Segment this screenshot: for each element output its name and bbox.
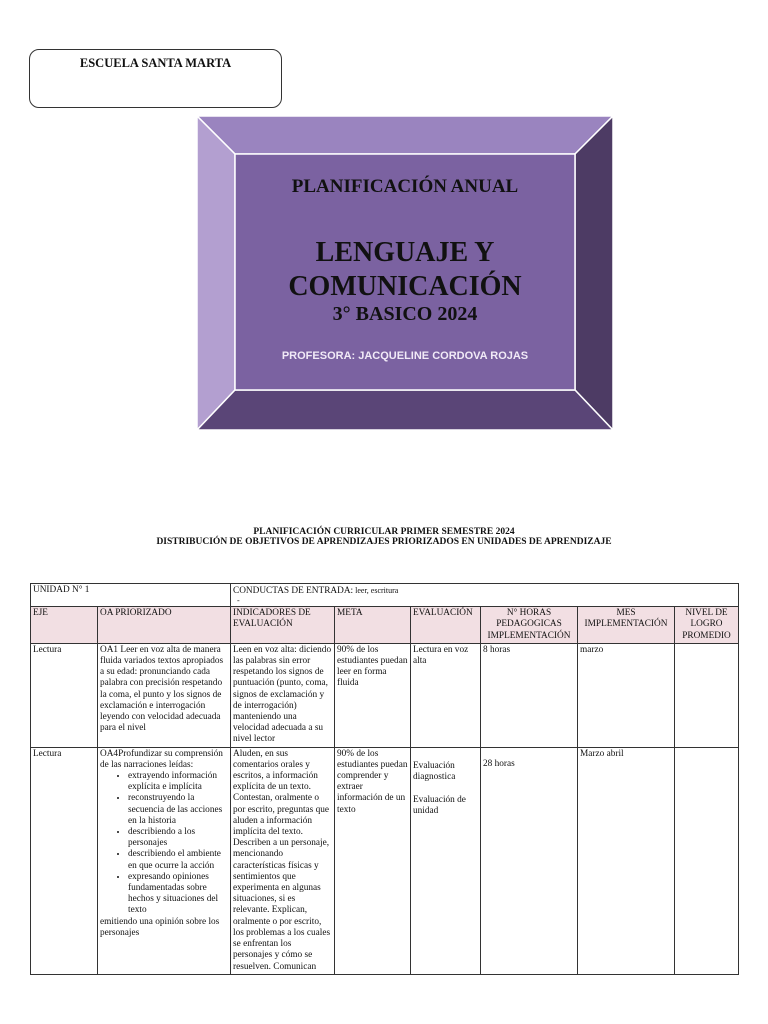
row1-indicadores: Leen en voz alta: diciendo las palabras sin error respetando los signos de puntuación (punto, coma, signos de exclamación y de interrogación) manteniendo una velocidad adecuada a su nivel lector xyxy=(231,643,335,747)
bevel-right xyxy=(575,116,613,430)
row2-horas xyxy=(481,747,578,974)
row2-eje: Lectura xyxy=(31,747,98,974)
header-eje: EJE xyxy=(31,607,98,644)
entry-behaviors-label: CONDUCTAS DE ENTRADA: xyxy=(233,586,354,596)
row2-eval-diagnostica: Evaluación diagnostica xyxy=(413,760,456,782)
row1-oa: OA1 Leer en voz alta de manera fluida variados textos apropiados a su edad: pronunciando cada palabra con precisión respetando la coma, el punto y los signos de exclamación e interrogación leyendo con velocidad adecuada para el nivel xyxy=(98,643,231,747)
row1-meta: 90% de los estudiantes puedan leer en forma fluida xyxy=(335,643,411,747)
header-oa: OA PRIORIZADO xyxy=(98,607,231,644)
table-row xyxy=(31,643,739,747)
header-evaluacion: EVALUACIÓN xyxy=(411,607,481,644)
list-item: • extrayendo información explícita e implícita xyxy=(128,771,228,793)
bevel-bottom xyxy=(197,390,613,430)
entry-behaviors-cell xyxy=(231,584,739,607)
cover-frame xyxy=(195,114,615,432)
entry-behaviors-dash: - xyxy=(237,596,240,606)
school-name-box xyxy=(29,49,282,108)
table-header-row xyxy=(31,607,739,644)
row2-eval-unidad: Evaluación de unidad xyxy=(413,795,466,817)
row2-oa-intro: OA4Profundizar su comprensión de las narraciones leídas: xyxy=(100,748,223,770)
section-title: PLANIFICACIÓN CURRICULAR PRIMER SEMESTRE 2024 xyxy=(253,527,515,537)
row2-horas-value: 28 horas xyxy=(483,758,515,769)
cover-subject xyxy=(235,236,575,304)
row1-eje: Lectura xyxy=(31,643,98,747)
row2-meta: 90% de los estudiantes puedan comprender y extraer información de un texto xyxy=(335,747,411,974)
unit-cell: UNIDAD N° 1 xyxy=(31,584,231,607)
row1-mes: marzo xyxy=(578,643,675,747)
cover-subject-line1: LENGUAJE Y xyxy=(315,237,495,268)
cover-title: PLANIFICACIÓN ANUAL xyxy=(291,176,519,197)
header-indicadores: INDICADORES DE EVALUACIÓN xyxy=(231,607,335,644)
row2-oa-bullet-list xyxy=(100,771,228,917)
row1-evaluacion: Lectura en voz alta xyxy=(411,643,481,747)
header-meta: META xyxy=(335,607,411,644)
list-item: • expresando opiniones fundamentadas sobre hechos y situaciones del texto xyxy=(128,872,228,917)
bevel-top xyxy=(197,116,613,154)
list-item: • reconstruyendo la secuencia de las acciones en la historia xyxy=(128,793,228,827)
row2-evaluacion xyxy=(411,747,481,974)
cover-teacher: PROFESORA: JACQUELINE CORDOVA ROJAS xyxy=(281,350,529,362)
row2-oa-outro: emitiendo una opinión sobre los personajes xyxy=(100,916,220,938)
section-subtitle: DISTRIBUCIÓN DE OBJETIVOS DE APRENDIZAJES PRIORIZADOS EN UNIDADES DE APRENDIZAJE xyxy=(156,537,612,547)
row2-indicadores: Aluden, en sus comentarios orales y escritos, a información explícita de un texto. Contestan, oralmente o por escrito, preguntas que aluden a información implícita del texto. Describen a un personaje, mencionando características físicas y sentimientos que experimenta en algunas situaciones, si es relevante. Explican, oralmente o por escrito, los problemas a los cuales se enfrentan los personajes y cómo se resuelven. Comunican xyxy=(231,747,335,974)
school-name: ESCUELA SANTA MARTA xyxy=(79,56,232,70)
bevel-left xyxy=(197,116,235,430)
header-horas: N° HORAS PEDAGOGICAS IMPLEMENTACIÓN xyxy=(481,607,578,644)
row2-mes: Marzo abril xyxy=(578,747,675,974)
table-row xyxy=(31,747,739,974)
row1-nivel xyxy=(675,643,739,747)
row1-horas: 8 horas xyxy=(481,643,578,747)
header-mes: MES IMPLEMENTACIÓN xyxy=(578,607,675,644)
entry-behaviors-value: leer, escritura xyxy=(353,586,399,595)
table-row-unit xyxy=(31,584,739,607)
list-item: • describiendo a los personajes xyxy=(128,827,228,849)
header-nivel: NIVEL DE LOGRO PROMEDIO xyxy=(675,607,739,644)
cover-grade: 3° BASICO 2024 xyxy=(332,303,478,325)
list-item: • describiendo el ambiente en que ocurre la acción xyxy=(128,849,228,871)
row2-oa xyxy=(98,747,231,974)
row2-nivel xyxy=(675,747,739,974)
planning-table xyxy=(30,583,739,975)
cover-subject-line2: COMUNICACIÓN xyxy=(288,271,522,302)
